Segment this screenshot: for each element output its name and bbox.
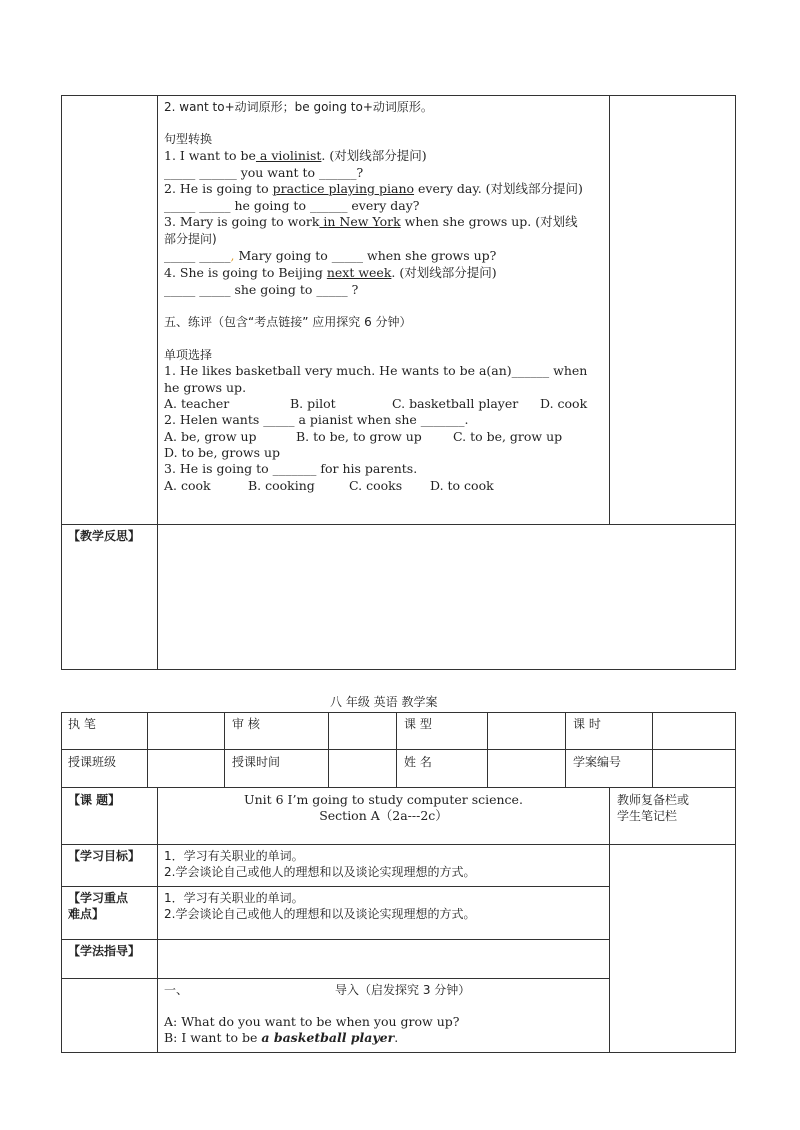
learning-goal-2: 2.学会谈论自己或他人的理想和以及谈论实现理想的方式。 xyxy=(164,865,476,879)
name-label: 姓 名 xyxy=(404,755,432,769)
key-points-label: 【学习重点 xyxy=(68,891,129,905)
conversion-q2-blank: _____ _____ he going to ______ every day? xyxy=(164,198,420,213)
conversion-q3: 3. Mary is going to work in New York when she grows up. (对划线 xyxy=(164,214,578,229)
mc-q1-option-b: B. pilot xyxy=(290,396,336,411)
dialog-line-a: A: What do you want to be when you grow up? xyxy=(164,1014,460,1029)
lesson-period-label: 课 时 xyxy=(573,717,601,731)
study-method-label: 【学法指导】 xyxy=(68,944,141,958)
mc-q3-option-a: A. cook xyxy=(164,478,211,493)
mc-q2: 2. Helen wants _____ a pianist when she _______. xyxy=(164,412,469,427)
side-note-line-2: 学生笔记栏 xyxy=(617,809,678,823)
page-heading: 八 年级 英语 教学案 xyxy=(330,695,438,709)
mc-q3: 3. He is going to _______ for his parents. xyxy=(164,461,418,476)
key-point-1: 1．学习有关职业的单词。 xyxy=(164,891,304,905)
mc-q2-option-d: D. to be, grows up xyxy=(164,445,281,460)
plan-number-label: 学案编号 xyxy=(573,755,622,769)
conversion-q3-cont: 部分提问) xyxy=(164,232,217,246)
conversion-q2: 2. He is going to practice playing piano every day. (对划线部分提问) xyxy=(164,181,583,196)
side-note-line-1: 教师复备栏或 xyxy=(617,793,690,807)
mc-q3-option-d: D. to cook xyxy=(430,478,494,493)
mc-q3-option-c: C. cooks xyxy=(349,478,403,493)
topic-section: Section A（2a---2c） xyxy=(319,808,448,823)
mc-q1-option-a: A. teacher xyxy=(164,396,230,411)
writer-label: 执 笔 xyxy=(68,717,96,731)
conversion-q1: 1. I want to be a violinist. (对划线部分提问) xyxy=(164,148,427,163)
conversion-q4: 4. She is going to Beijing next week. (对划线部分提问) xyxy=(164,265,497,280)
intro-heading: 导入（启发探究 3 分钟） xyxy=(335,983,471,997)
mc-q1-option-c: C. basketball player xyxy=(392,396,519,411)
teaching-time-label: 授课时间 xyxy=(232,755,281,769)
intro-number: 一、 xyxy=(164,983,189,997)
mc-q3-option-b: B. cooking xyxy=(248,478,315,493)
mc-q2-option-a: A. be, grow up xyxy=(164,429,257,444)
multiple-choice-title: 单项选择 xyxy=(164,348,213,362)
class-label: 授课班级 xyxy=(68,755,117,769)
mc-q1: 1. He likes basketball very much. He wants to be a(an)______ when xyxy=(164,363,588,378)
sentence-conversion-title: 句型转换 xyxy=(164,132,213,146)
reviewer-label: 审 核 xyxy=(232,717,260,731)
key-points-label-cont: 难点】 xyxy=(68,907,105,921)
topic-title: Unit 6 I’m going to study computer science. xyxy=(244,792,523,807)
key-point-2: 2.学会谈论自己或他人的理想和以及谈论实现理想的方式。 xyxy=(164,907,476,921)
learning-goals-label: 【学习目标】 xyxy=(68,849,141,863)
dialog-line-b: B: I want to be a basketball player. xyxy=(164,1030,399,1045)
lesson-type-label: 课 型 xyxy=(404,717,432,731)
conversion-q4-blank: _____ _____ she going to _____ ? xyxy=(164,282,359,297)
teaching-reflection-label: 【教学反思】 xyxy=(68,529,141,543)
topic-label: 【课 题】 xyxy=(68,793,121,807)
mc-q2-option-c: C. to be, grow up xyxy=(453,429,563,444)
mc-q1-cont: he grows up. xyxy=(164,380,247,395)
section-5-heading: 五、练评（包含“考点链接” 应用探究 6 分钟） xyxy=(164,315,412,329)
grammar-rule-2: 2. want to+动词原形；be going to+动词原形。 xyxy=(164,100,433,114)
mc-q1-option-d: D. cook xyxy=(540,396,588,411)
conversion-q3-blank: _____ _____, Mary going to _____ when she grows up? xyxy=(164,248,497,263)
learning-goal-1: 1．学习有关职业的单词。 xyxy=(164,849,304,863)
mc-q2-option-b: B. to be, to grow up xyxy=(296,429,422,444)
conversion-q1-blank: _____ ______ you want to ______? xyxy=(164,165,364,180)
